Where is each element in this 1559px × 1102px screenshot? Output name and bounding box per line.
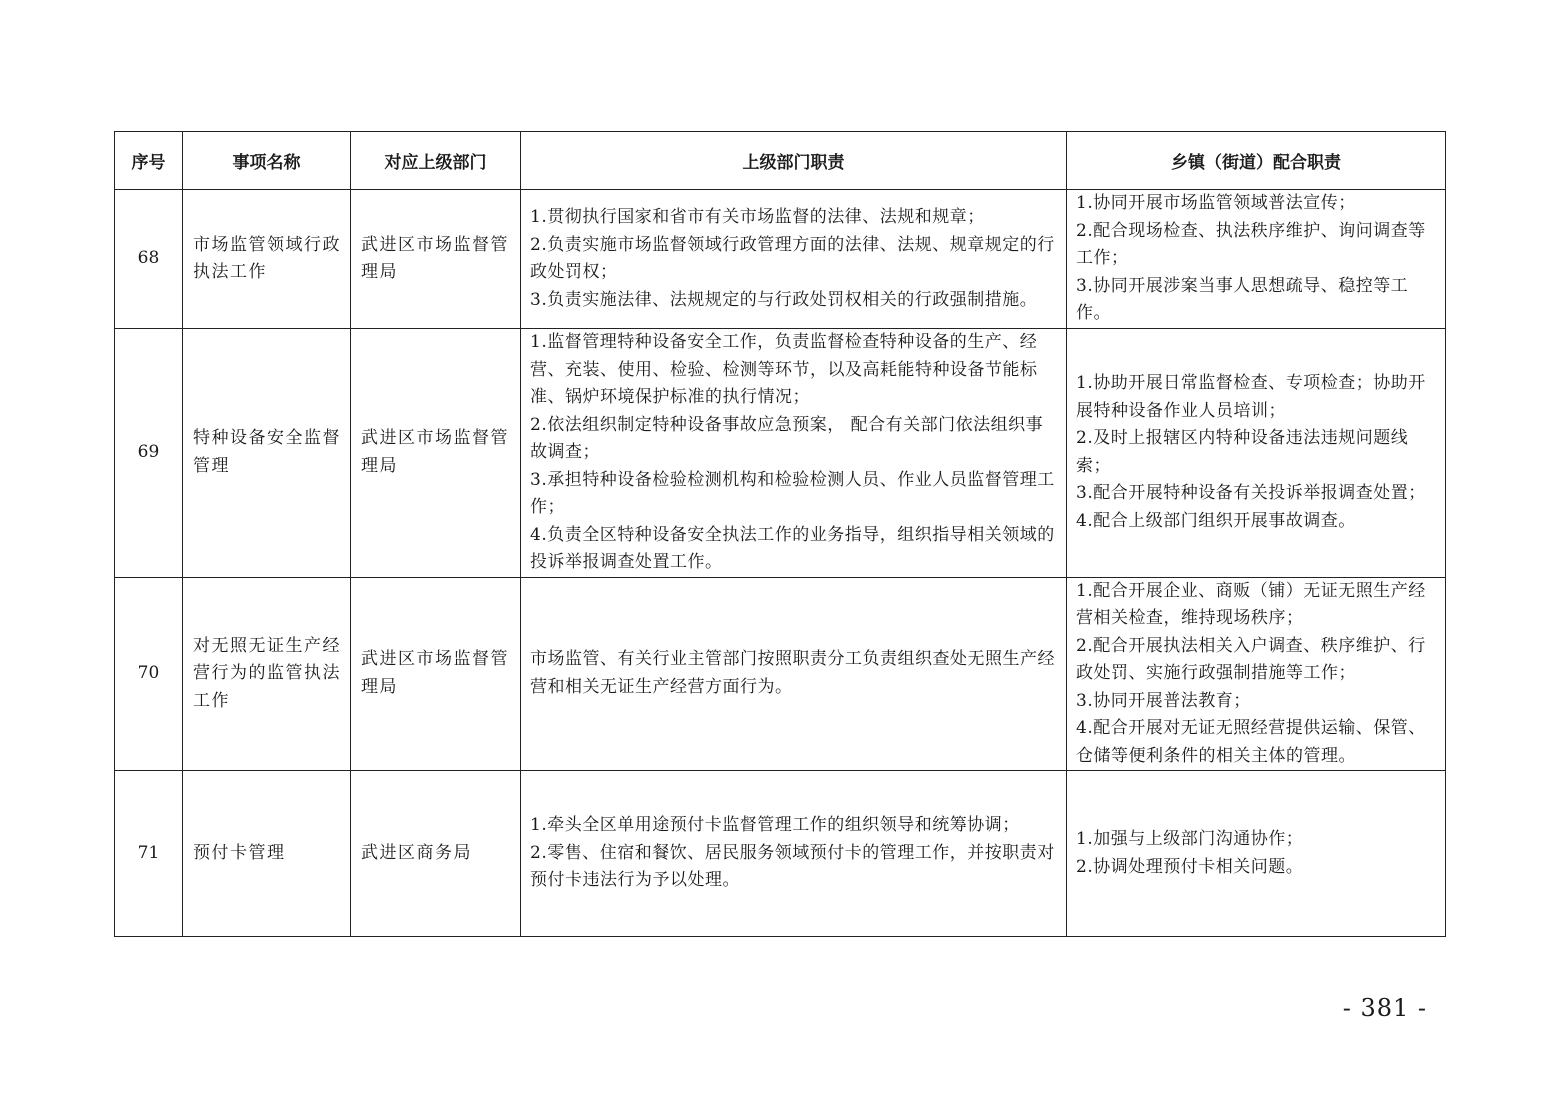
header-upper-duties: 上级部门职责	[521, 132, 1067, 190]
row-number: 68	[115, 190, 183, 329]
duty-item: 2.负责实施市场监督领域行政管理方面的法律、法规、规章规定的行政处罚权；	[530, 234, 1055, 282]
duty-item: 1.加强与上级部门沟通协作；	[1076, 829, 1304, 849]
duty-item: 1.协助开展日常监督检查、专项检查；协助开展特种设备作业人员培训；	[1076, 373, 1426, 421]
upper-dept: 武进区商务局	[351, 771, 521, 937]
duty-item: 3.协同开展普法教育；	[1076, 690, 1251, 711]
duty-item: 2.配合现场检查、执法秩序维护、询问调查等工作；	[1076, 220, 1426, 269]
duty-item: 2.及时上报辖区内特种设备违法违规问题线索；	[1076, 428, 1409, 476]
duty-item: 3.负责实施法律、法规规定的与行政处罚权相关的行政强制措施。	[530, 289, 1038, 310]
table-header-row	[115, 132, 1446, 190]
duty-item: 4.配合上级部门组织开展事故调查。	[1076, 510, 1356, 531]
duty-item: 1.贯彻执行国家和省市有关市场监督的法律、法规和规章；	[530, 207, 985, 227]
upper-duties	[521, 577, 1067, 771]
duty-item: 1.协同开展市场监管领域普法宣传；	[1076, 193, 1356, 214]
duty-item: 1.监督管理特种设备安全工作，负责监督检查特种设备的生产、经营、充装、使用、检验、检测等环节，以及高耗能特种设备节能标准、锅炉环境保护标准的执行情况；	[530, 332, 1038, 407]
table-row	[115, 329, 1446, 578]
table-row	[115, 577, 1446, 771]
header-item-name: 事项名称	[183, 132, 351, 190]
item-name: 对无照无证生产经营行为的监管执法工作	[183, 577, 351, 771]
town-duties	[1067, 190, 1446, 329]
town-duties	[1067, 577, 1446, 771]
upper-dept: 武进区市场监督管理局	[351, 190, 521, 329]
upper-duties	[521, 190, 1067, 329]
duties-table	[114, 131, 1446, 937]
row-number: 69	[115, 329, 183, 578]
duty-item: 4.负责全区特种设备安全执法工作的业务指导，组织指导相关领域的投诉举报调查处置工作。	[530, 524, 1055, 572]
page-number: - 381 -	[1342, 994, 1427, 1022]
header-no: 序号	[115, 132, 183, 190]
duty-item: 4.配合开展对无证无照经营提供运输、保管、仓储等便利条件的相关主体的管理。	[1076, 718, 1426, 766]
duty-item: 3.协同开展涉案当事人思想疏导、稳控等工作。	[1076, 275, 1409, 324]
row-number: 70	[115, 577, 183, 771]
row-number: 71	[115, 771, 183, 937]
duty-item: 2.协调处理预付卡相关问题。	[1076, 856, 1304, 877]
header-upper-dept: 对应上级部门	[351, 132, 521, 190]
table-row	[115, 771, 1446, 937]
town-duties	[1067, 329, 1446, 578]
duty-item: 市场监管、有关行业主管部门按照职责分工负责组织查处无照生产经营和相关无证生产经营方面行为。	[530, 649, 1055, 697]
duty-item: 2.依法组织制定特种设备事故应急预案， 配合有关部门依法组织事故调查；	[530, 414, 1044, 462]
item-name: 特种设备安全监督管理	[183, 329, 351, 578]
duty-item: 1.配合开展企业、商贩（铺）无证无照生产经营相关检查，维持现场秩序；	[1076, 580, 1426, 628]
duty-item: 2.配合开展执法相关入户调查、秩序维护、行政处罚、实施行政强制措施等工作；	[1076, 635, 1426, 683]
duty-item: 2.零售、住宿和餐饮、居民服务领域预付卡的管理工作，并按职责对预付卡违法行为予以处理。	[530, 842, 1055, 891]
item-name: 市场监管领域行政执法工作	[183, 190, 351, 329]
duty-item: 3.配合开展特种设备有关投诉举报调查处置；	[1076, 483, 1426, 504]
town-duties	[1067, 771, 1446, 937]
table-row	[115, 190, 1446, 329]
header-town-duties: 乡镇（街道）配合职责	[1067, 132, 1446, 190]
duty-item: 1.牵头全区单用途预付卡监督管理工作的组织领导和统筹协调；	[530, 815, 1020, 836]
item-name: 预付卡管理	[183, 771, 351, 937]
upper-duties	[521, 329, 1067, 578]
duty-item: 3.承担特种设备检验检测机构和检验检测人员、作业人员监督管理工作；	[530, 469, 1055, 517]
upper-duties	[521, 771, 1067, 937]
upper-dept: 武进区市场监督管理局	[351, 577, 521, 771]
upper-dept: 武进区市场监督管理局	[351, 329, 521, 578]
